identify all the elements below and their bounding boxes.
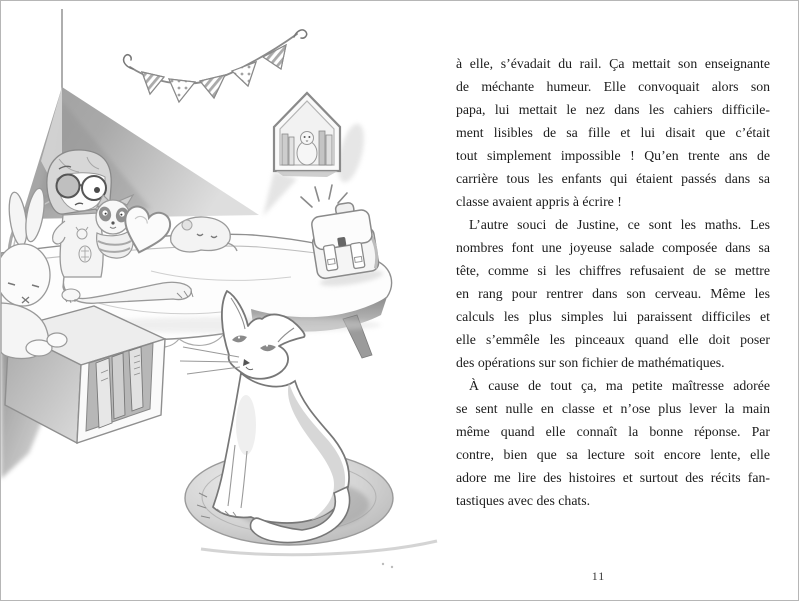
paragraph (456, 374, 770, 512)
text-line: calculs les plus simples lui paraissent difficiles et (456, 309, 770, 324)
text-line: carrière tous les enfants qui étaient passés dans sa (456, 171, 770, 186)
paragraph (456, 213, 770, 374)
text-line: nombres font une joyeuse salade composée dans sa (456, 240, 770, 255)
text-line: en rang pour rentrer dans son cerveau. Même les (456, 286, 770, 301)
page-number: 11 (591, 569, 606, 583)
text-line: tout simplement impossible ! Qu’en trente ans de (456, 148, 770, 163)
text-line: L’autre souci de Justine, ce sont les maths. Les (469, 217, 770, 232)
text-line: même quand elle connaît la bonne réponse. Par (456, 424, 770, 439)
text-line: tête, comme si les chiffres refusaient de se mettre (456, 263, 770, 278)
bedroom-illustration (1, 1, 441, 601)
text-line: à elle, s’évadait du rail. Ça mettait son enseignante (456, 56, 770, 71)
text-line: contre, bien que sa lecture soit encore lente, elle (456, 447, 770, 462)
paragraph (456, 52, 770, 213)
text-line: tastiques avec des chats. (456, 493, 591, 508)
page-text (456, 52, 770, 512)
text-line: classe avaient appris à écrire ! (456, 194, 622, 209)
text-line: papa, lui mettait le nez dans les cahiers difficile- (456, 102, 770, 117)
text-line: adore me lire des histoires et surtout des récits fan- (456, 470, 770, 485)
text-line: se sent nulle en classe et n’ose plus lever la main (456, 401, 770, 416)
house-shelf-with-bird (274, 93, 369, 185)
text-line: de méchante humeur. Elle convoquait alors son (456, 79, 770, 94)
bunting-flags (124, 30, 307, 102)
text-line: À cause de tout ça, ma petite maîtresse adorée (469, 378, 770, 393)
text-line: ment lisibles de sa fille et lui disait que c’était (456, 125, 770, 140)
text-line: des opérations sur son fichier de mathématiques. (456, 355, 725, 370)
text-line: elle s’emmêle les pinceaux quand elle doit poser (456, 332, 770, 347)
